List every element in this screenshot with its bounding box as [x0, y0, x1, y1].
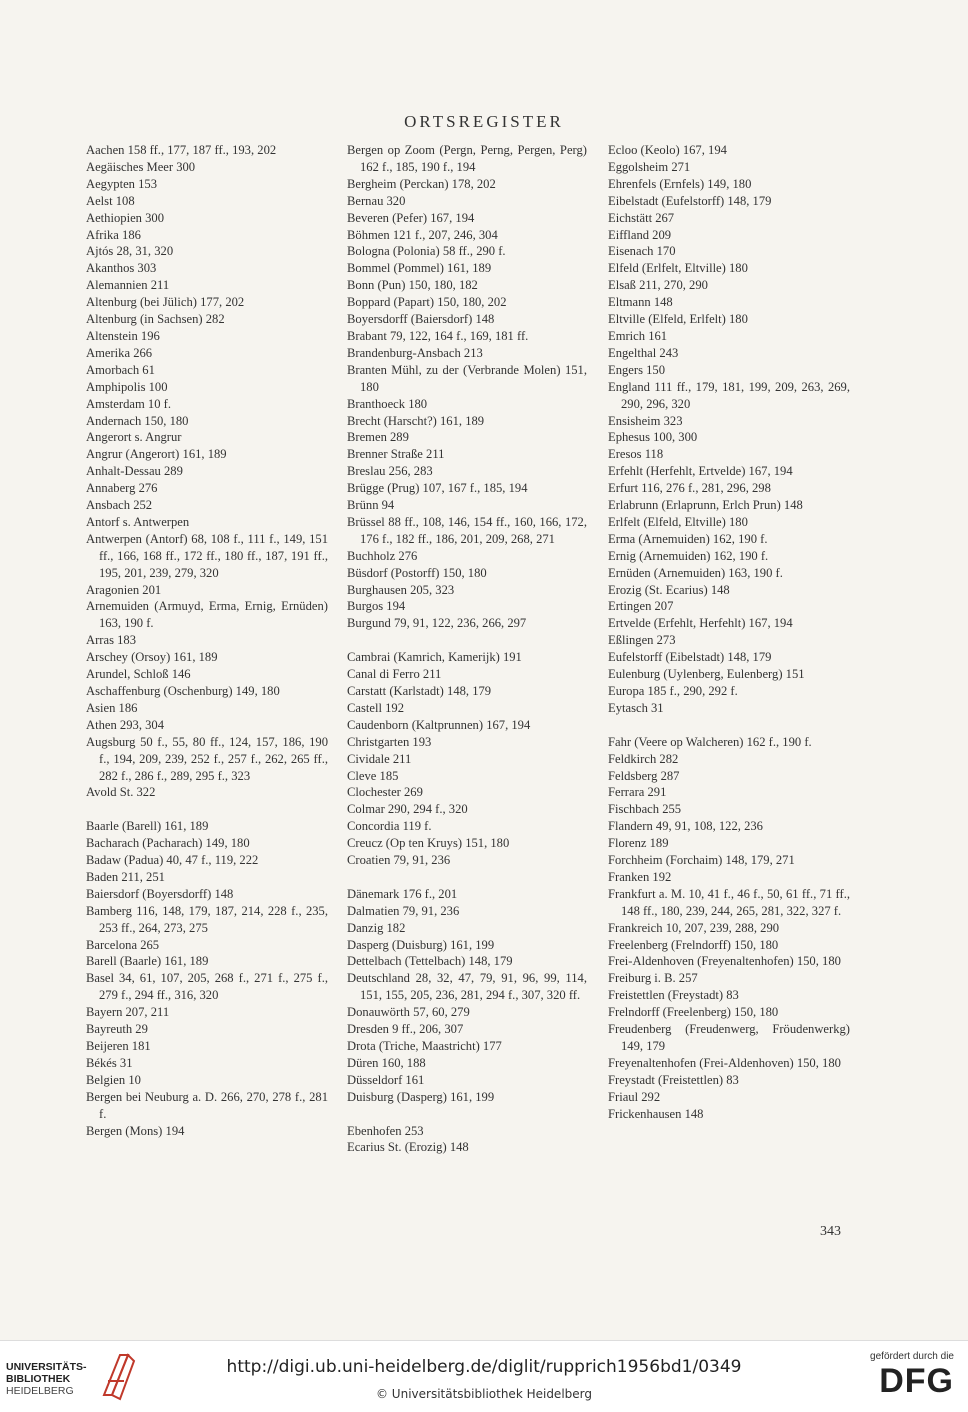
index-entry: Annaberg 276 — [86, 481, 158, 496]
index-entry: Arras 183 — [86, 633, 137, 648]
index-entry: Ensisheim 323 — [608, 413, 683, 428]
funding-caption: gefördert durch die — [870, 1351, 954, 1362]
index-entry: Bernau 320 — [347, 193, 406, 208]
index-column-3 — [608, 142, 850, 1123]
index-entry: Brecht (Harscht?) 161, 189 — [347, 413, 485, 428]
library-line-3: HEIDELBERG — [6, 1385, 74, 1397]
index-entry: Amorbach 61 — [86, 362, 155, 377]
index-entry: Békés 31 — [86, 1055, 133, 1070]
dfg-funding-logo[interactable] — [854, 1351, 954, 1407]
index-entry: Freiburg i. B. 257 — [608, 971, 698, 986]
index-entry: Düsseldorf 161 — [347, 1072, 425, 1087]
index-entry: Baarle (Barell) 161, 189 — [86, 819, 209, 834]
index-entry: Bayern 207, 211 — [86, 1005, 170, 1020]
index-entry: Croatien 79, 91, 236 — [347, 853, 451, 868]
index-entry: Belgien 10 — [86, 1072, 141, 1087]
index-entry: Ernig (Arnemuiden) 162, 190 f. — [608, 548, 769, 563]
index-entry: Anhalt-Dessau 289 — [86, 464, 183, 479]
index-entry: Elsaß 211, 270, 290 — [608, 278, 708, 293]
index-entry: Brüssel 88 ff., 108, 146, 154 ff., 160, 166, 172, 176 f., 182 ff., 186, 201, 209, 268, 271 — [347, 514, 587, 546]
index-entry: Brügge (Prug) 107, 167 f., 185, 194 — [347, 481, 528, 496]
index-entry: Christgarten 193 — [347, 734, 432, 749]
index-entry: Ferrara 291 — [608, 785, 667, 800]
index-entry: Bologna (Polonia) 58 ff., 290 f. — [347, 244, 506, 259]
index-entry: Cividale 211 — [347, 751, 412, 766]
index-entry: Beijeren 181 — [86, 1039, 151, 1054]
index-entry: Emrich 161 — [608, 328, 668, 343]
index-entry: Badaw (Padua) 40, 47 f., 119, 222 — [86, 853, 259, 868]
index-entry: Frickenhausen 148 — [608, 1106, 704, 1121]
index-entry: Castell 192 — [347, 700, 405, 715]
index-entry: Böhmen 121 f., 207, 246, 304 — [347, 227, 498, 242]
index-entry: Breslau 256, 283 — [347, 464, 433, 479]
index-entry: Bacharach (Pacharach) 149, 180 — [86, 836, 250, 851]
index-entry: Baden 211, 251 — [86, 869, 165, 884]
index-entry: Aegäisches Meer 300 — [86, 159, 196, 174]
index-entry: Bamberg 116, 148, 179, 187, 214, 228 f., 235, 253 ff., 264, 273, 275 — [86, 903, 328, 935]
index-entry: Augsburg 50 f., 55, 80 ff., 124, 157, 186, 190 f., 194, 209, 239, 252 f., 257 f., 262, 265 ff., 282 f., 286 f., 289, 295 f., 323 — [86, 734, 328, 783]
index-entry: Bommel (Pommel) 161, 189 — [347, 261, 492, 276]
index-entry: Altenstein 196 — [86, 328, 160, 343]
index-entry: Freelenberg (Frelndorff) 150, 180 — [608, 937, 779, 952]
index-entry: Dasperg (Duisburg) 161, 199 — [347, 937, 495, 952]
index-entry: Erlabrunn (Erlaprunn, Erlch Prun) 148 — [608, 498, 803, 513]
index-entry: Danzig 182 — [347, 920, 406, 935]
index-entry: Feldkirch 282 — [608, 751, 679, 766]
index-entry: Erozig (St. Ecarius) 148 — [608, 582, 730, 597]
index-entry: Burghausen 205, 323 — [347, 582, 455, 597]
index-entry: Forchheim (Forchaim) 148, 179, 271 — [608, 853, 795, 868]
index-entry: Altenburg (in Sachsen) 282 — [86, 312, 225, 327]
index-entry: Asien 186 — [86, 700, 138, 715]
index-entry: Antwerpen (Antorf) 68, 108 f., 111 f., 149, 151 ff., 166, 168 ff., 172 ff., 180 ff., 187, 191 ff., 195, 201, 239, 279, 320 — [86, 531, 328, 580]
index-entry: Frei-Aldenhoven (Freyenaltenhofen) 150, 180 — [608, 954, 841, 969]
index-entry: Bayreuth 29 — [86, 1022, 148, 1037]
index-entry: Fahr (Veere op Walcheren) 162 f., 190 f. — [608, 734, 812, 749]
index-entry: Brünn 94 — [347, 498, 395, 513]
index-entry: Bremen 289 — [347, 430, 409, 445]
index-entry: Alemannien 211 — [86, 278, 170, 293]
index-entry: Bergen op Zoom (Pergn, Perng, Pergen, Perg) 162 f., 185, 190 f., 194 — [347, 143, 587, 174]
index-entry: Eichstätt 267 — [608, 210, 675, 225]
index-entry: Brabant 79, 122, 164 f., 169, 181 ff. — [347, 328, 529, 343]
index-entry: Amerika 266 — [86, 345, 153, 360]
library-line-2: BIBLIOTHEK — [6, 1373, 71, 1385]
index-entry: England 111 ff., 179, 181, 199, 209, 263, 269, 290, 296, 320 — [608, 379, 850, 411]
index-entry: Dänemark 176 f., 201 — [347, 886, 458, 901]
index-entry: Aegypten 153 — [86, 176, 157, 191]
index-entry: Carstatt (Karlstadt) 148, 179 — [347, 683, 492, 698]
index-entry: Büsdorf (Postorff) 150, 180 — [347, 565, 487, 580]
document-url-link[interactable]: http://digi.ub.uni-heidelberg.de/diglit/rupprich1956bd1/0349 — [226, 1357, 742, 1377]
index-entry: Creucz (Op ten Kruys) 151, 180 — [347, 836, 510, 851]
index-entry: Burgos 194 — [347, 599, 406, 614]
viewer-footer — [0, 1340, 968, 1412]
index-entry: Ephesus 100, 300 — [608, 430, 698, 445]
index-entry: Bergen (Mons) 194 — [86, 1123, 185, 1138]
index-entry: Ertingen 207 — [608, 599, 674, 614]
index-entry: Ajtós 28, 31, 320 — [86, 244, 174, 259]
index-entry: Ecloo (Keolo) 167, 194 — [608, 143, 727, 157]
index-entry: Eggolsheim 271 — [608, 159, 691, 174]
index-entry: Colmar 290, 294 f., 320 — [347, 802, 468, 817]
index-entry: Eulenburg (Uylenberg, Eulenberg) 151 — [608, 667, 805, 682]
index-entry: Eltville (Elfeld, Erlfelt) 180 — [608, 312, 748, 327]
index-entry: Eltmann 148 — [608, 295, 673, 310]
index-entry: Dalmatien 79, 91, 236 — [347, 903, 460, 918]
index-entry: Aelst 108 — [86, 193, 135, 208]
index-entry: Caudenborn (Kaltprunnen) 167, 194 — [347, 717, 531, 732]
index-entry: Burgund 79, 91, 122, 236, 266, 297 — [347, 616, 527, 631]
index-entry: Buchholz 276 — [347, 548, 418, 563]
index-entry: Florenz 189 — [608, 836, 669, 851]
index-entry: Boppard (Papart) 150, 180, 202 — [347, 295, 507, 310]
index-entry: Concordia 119 f. — [347, 819, 432, 834]
index-entry: Freystadt (Freistettlen) 83 — [608, 1072, 739, 1087]
index-entry: Erma (Arnemuiden) 162, 190 f. — [608, 531, 768, 546]
index-entry: Freistettlen (Freystadt) 83 — [608, 988, 739, 1003]
index-entry: Aragonien 201 — [86, 582, 162, 597]
index-entry: Eiffland 209 — [608, 227, 672, 242]
index-entry: Basel 34, 61, 107, 205, 268 f., 271 f., 275 f., 279 f., 294 ff., 316, 320 — [86, 971, 328, 1003]
index-entry: Aachen 158 ff., 177, 187 ff., 193, 202 — [86, 143, 277, 157]
library-line-1: UNIVERSITÄTS- — [6, 1361, 87, 1373]
index-entry: Akanthos 303 — [86, 261, 157, 276]
index-entry: Dettelbach (Tettelbach) 148, 179 — [347, 954, 513, 969]
index-entry: Ehrenfels (Ernfels) 149, 180 — [608, 176, 752, 191]
index-entry: Erlfelt (Elfeld, Eltville) 180 — [608, 514, 748, 529]
index-entry: Cleve 185 — [347, 768, 399, 783]
index-entry: Branten Mühl, zu der (Verbrande Molen) 151, 180 — [347, 362, 587, 394]
index-entry: Cambrai (Kamrich, Kamerijk) 191 — [347, 650, 522, 665]
index-entry: Ecarius St. (Erozig) 148 — [347, 1140, 469, 1155]
index-entry: Arschey (Orsoy) 161, 189 — [86, 650, 218, 665]
index-entry: Frankfurt a. M. 10, 41 f., 46 f., 50, 61 ff., 71 ff., 148 ff., 180, 239, 244, 265, 281, 322, 327 f. — [608, 886, 850, 918]
index-entry: Amsterdam 10 f. — [86, 396, 171, 411]
index-entry: Angrur (Angerort) 161, 189 — [86, 447, 227, 462]
index-entry: Eisenach 170 — [608, 244, 676, 259]
index-entry: Arnemuiden (Armuyd, Erma, Ernig, Ernüden) 163, 190 f. — [86, 599, 328, 631]
index-column-1 — [86, 142, 328, 1139]
index-entry: Freudenberg (Freudenwerg, Fröudenwerkg) 149, 179 — [608, 1022, 850, 1054]
index-entry: Frankreich 10, 207, 239, 288, 290 — [608, 920, 780, 935]
index-entry: Dresden 9 ff., 206, 307 — [347, 1022, 464, 1037]
index-entry: Erfehlt (Herfehlt, Ertvelde) 167, 194 — [608, 464, 793, 479]
index-entry: Aschaffenburg (Oschenburg) 149, 180 — [86, 684, 280, 698]
index-entry: Europa 185 f., 290, 292 f. — [608, 684, 738, 698]
index-entry: Clochester 269 — [347, 785, 423, 800]
index-entry: Drota (Triche, Maastricht) 177 — [347, 1039, 502, 1053]
index-entry: Friaul 292 — [608, 1089, 661, 1104]
index-entry: Ertvelde (Erfehlt, Herfehlt) 167, 194 — [608, 616, 793, 631]
index-entry: Eßlingen 273 — [608, 633, 676, 648]
index-entry: Andernach 150, 180 — [86, 413, 189, 428]
index-entry: Bonn (Pun) 150, 180, 182 — [347, 278, 478, 293]
index-entry: Afrika 186 — [86, 227, 141, 242]
index-entry: Frelndorff (Freelenberg) 150, 180 — [608, 1005, 779, 1020]
index-entry: Duisburg (Dasperg) 161, 199 — [347, 1089, 495, 1104]
index-entry: Boyersdorff (Baiersdorf) 148 — [347, 312, 495, 327]
index-entry: Engelthal 243 — [608, 345, 679, 360]
index-entry: Erfurt 116, 276 f., 281, 296, 298 — [608, 481, 771, 496]
page-number: 343 — [820, 1224, 841, 1239]
index-entry: Barell (Baarle) 161, 189 — [86, 954, 209, 969]
index-entry: Baiersdorf (Boyersdorff) 148 — [86, 886, 234, 901]
index-entry: Beveren (Pefer) 167, 194 — [347, 210, 475, 225]
index-entry: Branthoeck 180 — [347, 396, 428, 411]
index-entry: Flandern 49, 91, 108, 122, 236 — [608, 819, 763, 834]
index-entry: Barcelona 265 — [86, 937, 160, 952]
index-entry: Amphipolis 100 — [86, 379, 168, 394]
index-entry: Angerort s. Angrur — [86, 430, 182, 445]
index-entry: Eytasch 31 — [608, 700, 664, 715]
dfg-logo-text: DFG — [879, 1362, 954, 1400]
index-entry: Ebenhofen 253 — [347, 1123, 424, 1138]
index-entry: Fischbach 255 — [608, 802, 682, 817]
index-entry: Eresos 118 — [608, 447, 664, 462]
index-entry: Athen 293, 304 — [86, 717, 165, 732]
index-entry: Arundel, Schloß 146 — [86, 667, 191, 682]
index-entry: Elfeld (Erlfelt, Eltville) 180 — [608, 261, 748, 276]
index-entry: Brenner Straße 211 — [347, 447, 445, 462]
index-entry: Altenburg (bei Jülich) 177, 202 — [86, 295, 245, 310]
index-entry: Aethiopien 300 — [86, 210, 164, 225]
index-entry: Feldsberg 287 — [608, 768, 680, 783]
index-entry: Avold St. 322 — [86, 785, 156, 800]
index-entry: Eibelstadt (Eufelstorff) 148, 179 — [608, 193, 772, 208]
index-entry: Franken 192 — [608, 869, 672, 884]
index-entry: Eufelstorff (Eibelstadt) 148, 179 — [608, 650, 772, 665]
page-title: ORTSREGISTER — [404, 112, 564, 131]
index-entry: Canal di Ferro 211 — [347, 667, 442, 682]
copyright-text: © Universitätsbibliothek Heidelberg — [375, 1387, 592, 1401]
index-entry: Düren 160, 188 — [347, 1055, 426, 1070]
index-entry: Brandenburg-Ansbach 213 — [347, 345, 483, 360]
index-column-2 — [347, 142, 587, 1156]
index-entry: Antorf s. Antwerpen — [86, 514, 190, 529]
index-entry: Deutschland 28, 32, 47, 79, 91, 96, 99, 114, 151, 155, 205, 236, 281, 294 f., 307, 320 ff. — [347, 971, 587, 1003]
index-entry: Engers 150 — [608, 362, 666, 377]
index-entry: Freyenaltenhofen (Frei-Aldenhoven) 150, 180 — [608, 1055, 841, 1070]
index-entry: Bergheim (Perckan) 178, 202 — [347, 176, 496, 191]
index-entry: Bergen bei Neuburg a. D. 266, 270, 278 f., 281 f. — [86, 1089, 328, 1121]
index-entry: Ansbach 252 — [86, 498, 153, 513]
index-entry: Donauwörth 57, 60, 279 — [347, 1005, 470, 1020]
index-entry: Ernüden (Arnemuiden) 163, 190 f. — [608, 565, 783, 580]
